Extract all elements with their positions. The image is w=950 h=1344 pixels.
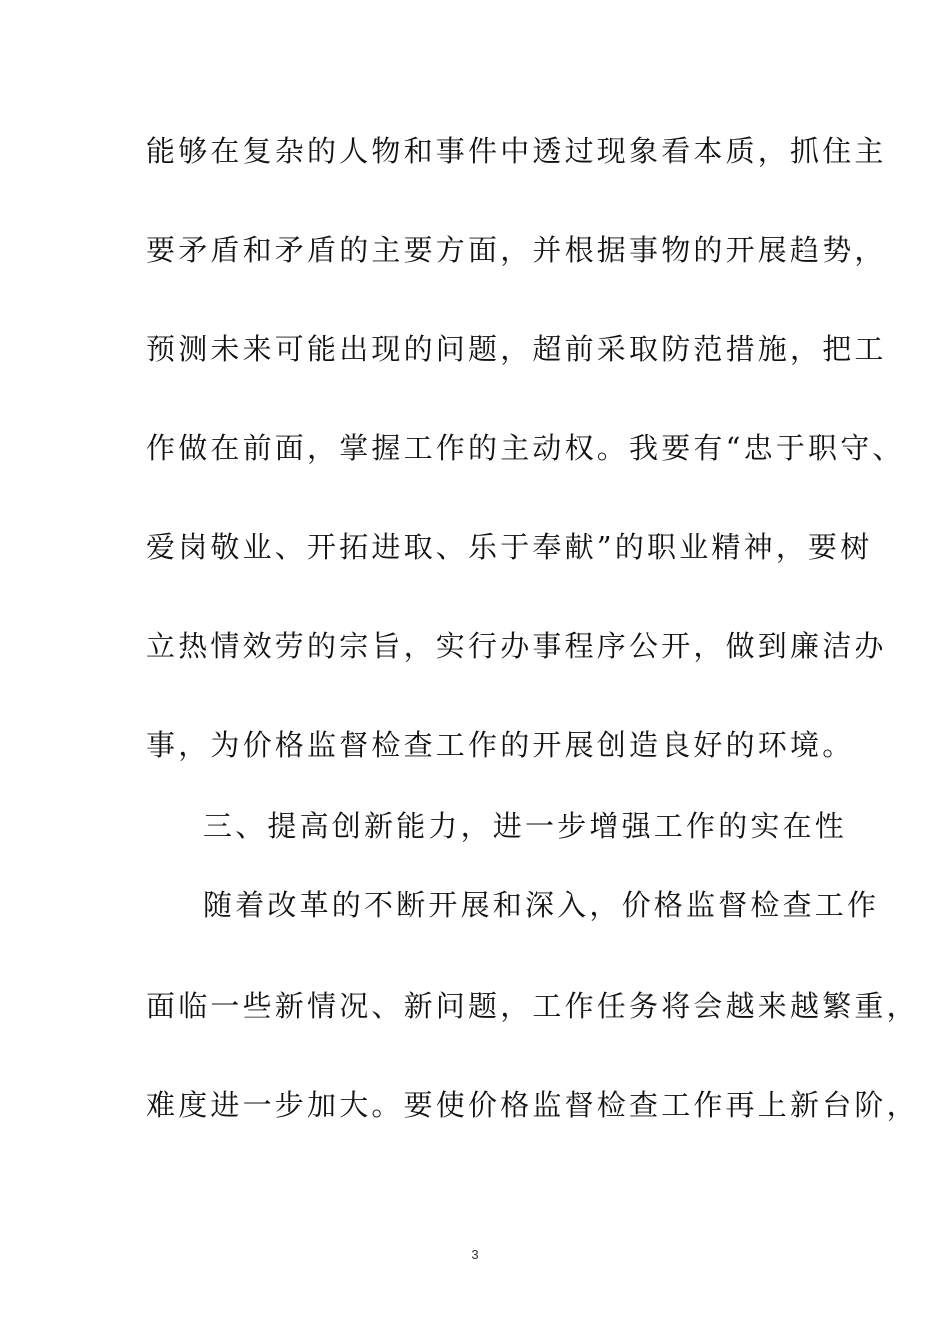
text-line: 难度进一步加大。要使价格监督检查工作再上新台阶， [146, 1088, 919, 1122]
page-number: 3 [471, 1247, 479, 1262]
text-line: 爱岗敬业、开拓进取、乐于奉献”的职业精神，要树 [146, 530, 873, 564]
text-line: 随着改革的不断开展和深入，价格监督检查工作 [203, 888, 880, 922]
text-line: 预测未来可能出现的问题，超前采取防范措施，把工 [146, 332, 887, 366]
text-line: 面临一些新情况、新问题，工作任务将会越来越繁重， [146, 989, 919, 1023]
text-line: 要矛盾和矛盾的主要方面，并根据事物的开展趋势， [146, 233, 887, 267]
text-line: 立热情效劳的宗旨，实行办事程序公开，做到廉洁办 [146, 629, 887, 663]
text-line: 能够在复杂的人物和事件中透过现象看本质，抓住主 [146, 134, 887, 168]
section-heading: 三、提高创新能力，进一步增强工作的实在性 [203, 809, 848, 843]
text-line: 事，为价格监督检查工作的开展创造良好的环境。 [146, 728, 855, 762]
text-line: 作做在前面，掌握工作的主动权。我要有“忠于职守、 [146, 431, 905, 465]
